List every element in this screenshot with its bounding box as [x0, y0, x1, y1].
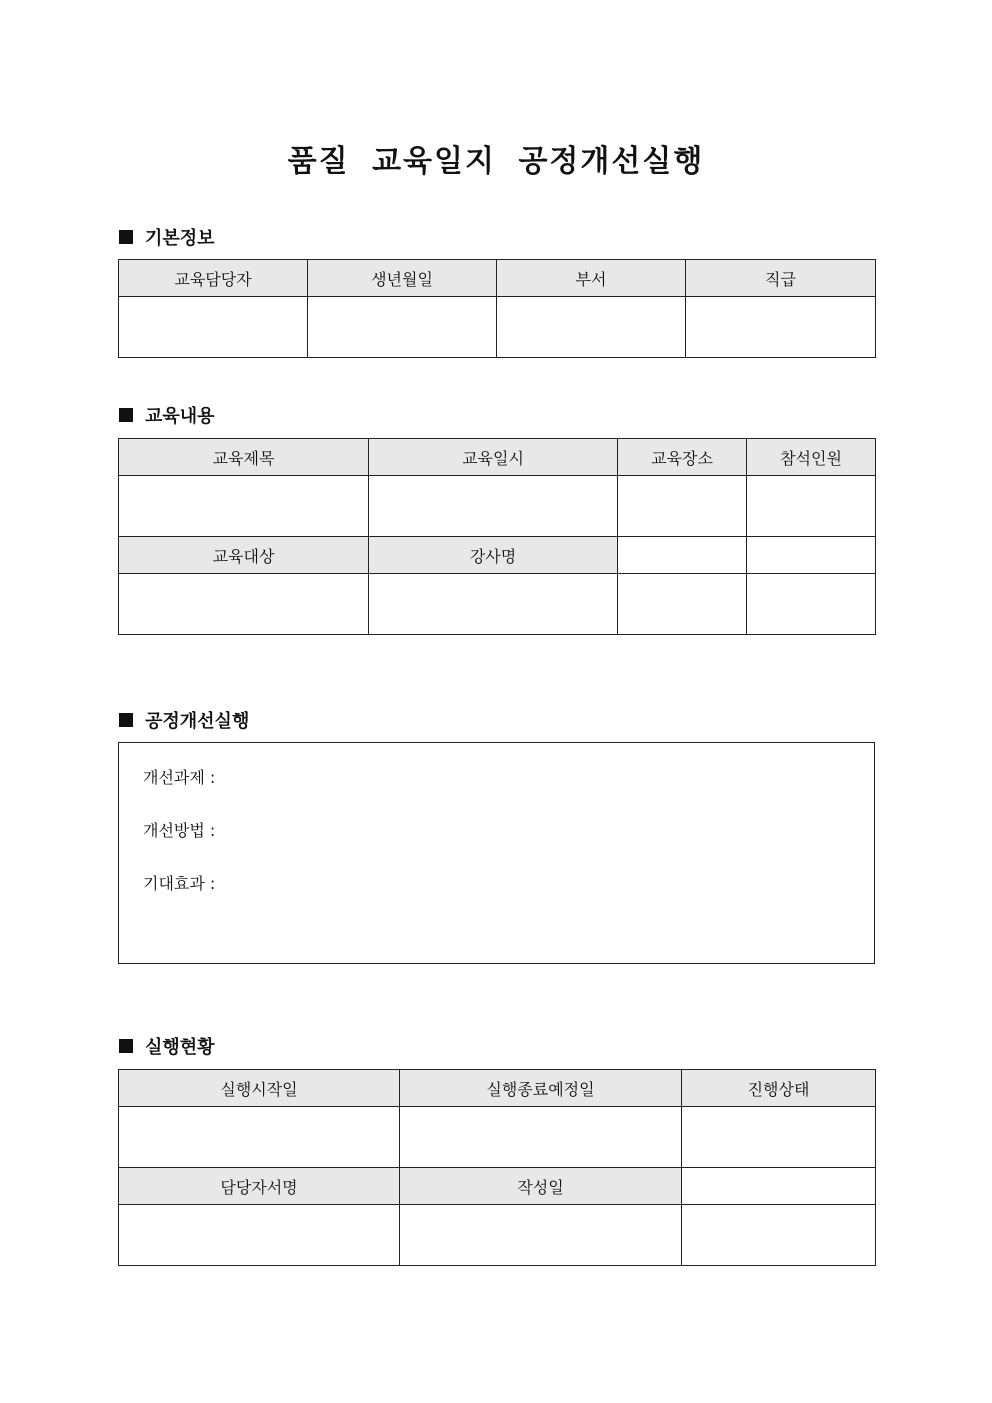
input-cell-birthdate[interactable]: [308, 297, 497, 358]
square-bullet-icon: [119, 1039, 133, 1053]
input-cell-education-datetime[interactable]: [369, 476, 618, 537]
execution-status-table: [118, 1069, 876, 1266]
header-cell-education-title: 교육제목: [119, 439, 369, 476]
table-header-row: [119, 1168, 876, 1205]
section-heading-education: [119, 402, 215, 428]
header-cell-department: 부서: [497, 260, 686, 297]
header-cell-position: 직급: [686, 260, 876, 297]
empty-cell[interactable]: [682, 1205, 876, 1266]
header-cell-start-date: 실행시작일: [119, 1070, 400, 1107]
basic-info-table: [118, 259, 876, 358]
header-cell-manager-signature: 담당자서명: [119, 1168, 400, 1205]
input-cell-attendees[interactable]: [747, 476, 876, 537]
input-cell-education-title[interactable]: [119, 476, 369, 537]
document-title: 품질 교육일지 공정개선실행: [287, 144, 705, 179]
input-cell-education-manager[interactable]: [119, 297, 308, 358]
empty-cell[interactable]: [747, 537, 876, 574]
section-heading-label: 실행현황: [145, 1037, 215, 1058]
input-cell-written-date[interactable]: [400, 1205, 682, 1266]
input-cell-manager-signature[interactable]: [119, 1205, 400, 1266]
education-content-table: [118, 438, 876, 635]
section-heading-basic: [119, 224, 215, 250]
header-cell-attendees: 참석인원: [747, 439, 876, 476]
improvement-method-label: 개선방법 :: [143, 821, 216, 840]
input-cell-progress-status[interactable]: [682, 1107, 876, 1168]
table-row: [119, 476, 876, 537]
header-cell-education-place: 교육장소: [618, 439, 747, 476]
header-cell-education-datetime: 교육일시: [369, 439, 618, 476]
table-header-row: [119, 537, 876, 574]
table-header-row: [119, 439, 876, 476]
expected-effect-label: 기대효과 :: [143, 874, 216, 893]
improvement-task-label: 개선과제 :: [143, 768, 216, 787]
input-cell-start-date[interactable]: [119, 1107, 400, 1168]
input-cell-education-place[interactable]: [618, 476, 747, 537]
header-cell-birthdate: 생년월일: [308, 260, 497, 297]
table-row: [119, 1107, 876, 1168]
input-cell-planned-end-date[interactable]: [400, 1107, 682, 1168]
input-cell-position[interactable]: [686, 297, 876, 358]
table-row: [119, 1205, 876, 1266]
empty-cell[interactable]: [747, 574, 876, 635]
header-cell-education-manager: 교육담당자: [119, 260, 308, 297]
square-bullet-icon: [119, 230, 133, 244]
table-row: [119, 297, 876, 358]
improvement-box[interactable]: [118, 742, 875, 964]
header-cell-instructor-name: 강사명: [369, 537, 618, 574]
input-cell-education-target[interactable]: [119, 574, 369, 635]
input-cell-department[interactable]: [497, 297, 686, 358]
empty-cell[interactable]: [618, 574, 747, 635]
header-cell-written-date: 작성일: [400, 1168, 682, 1205]
section-heading-status: [119, 1033, 215, 1059]
square-bullet-icon: [119, 408, 133, 422]
square-bullet-icon: [119, 713, 133, 727]
section-heading-improvement: [119, 707, 249, 733]
empty-cell[interactable]: [618, 537, 747, 574]
header-cell-progress-status: 진행상태: [682, 1070, 876, 1107]
input-cell-instructor-name[interactable]: [369, 574, 618, 635]
table-header-row: [119, 1070, 876, 1107]
section-heading-label: 공정개선실행: [145, 711, 250, 732]
empty-cell[interactable]: [682, 1168, 876, 1205]
header-cell-education-target: 교육대상: [119, 537, 369, 574]
section-heading-label: 기본정보: [145, 228, 215, 249]
table-header-row: [119, 260, 876, 297]
section-heading-label: 교육내용: [145, 406, 215, 427]
table-row: [119, 574, 876, 635]
header-cell-planned-end-date: 실행종료예정일: [400, 1070, 682, 1107]
